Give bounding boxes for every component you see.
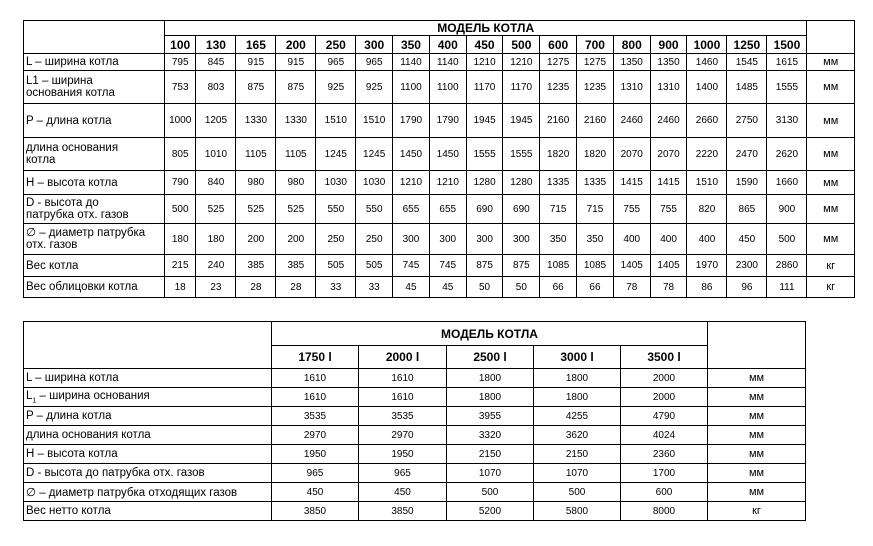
model-number: 1750 l bbox=[272, 346, 359, 369]
table-cell: 400 bbox=[687, 224, 727, 255]
table-cell: 1350 bbox=[650, 54, 687, 71]
table-cell: 1610 bbox=[359, 388, 447, 407]
table-cell: 2750 bbox=[727, 104, 767, 138]
row-label-line: длина основания bbox=[26, 142, 119, 154]
model-number: 3500 l bbox=[621, 346, 708, 369]
table-row bbox=[24, 464, 806, 483]
row-label bbox=[24, 277, 165, 298]
unit-header-cell bbox=[807, 21, 855, 54]
row-label-text: ∅ – диаметр патрубка отходящих газов bbox=[26, 487, 238, 499]
table-cell: 200 bbox=[236, 224, 276, 255]
table-cell: 2070 bbox=[650, 138, 687, 171]
unit-cell: мм bbox=[807, 54, 855, 71]
table-cell: 1400 bbox=[687, 71, 727, 104]
table-cell: 33 bbox=[356, 277, 393, 298]
table-cell: 28 bbox=[236, 277, 276, 298]
model-number: 1250 bbox=[727, 36, 767, 54]
table-cell: 28 bbox=[276, 277, 316, 298]
row-label bbox=[24, 224, 165, 255]
table-row bbox=[24, 407, 806, 426]
row-label-text: D - высота до патрубка отх. газов bbox=[26, 467, 205, 479]
table-cell: 5200 bbox=[447, 502, 534, 521]
table-cell: 1450 bbox=[429, 138, 466, 171]
table-cell: 2470 bbox=[727, 138, 767, 171]
row-label bbox=[24, 104, 165, 138]
model-number: 800 bbox=[613, 36, 650, 54]
corner-cell bbox=[24, 21, 165, 54]
table-cell: 2970 bbox=[272, 426, 359, 445]
table-cell: 790 bbox=[164, 171, 196, 195]
table-cell: 1510 bbox=[356, 104, 393, 138]
table-cell: 215 bbox=[164, 255, 196, 277]
table-cell: 1820 bbox=[577, 138, 614, 171]
table-row bbox=[24, 71, 855, 104]
table-cell: 1310 bbox=[613, 71, 650, 104]
unit-cell: мм bbox=[708, 369, 806, 388]
row-label-text: P – длина котла bbox=[26, 410, 112, 422]
model-number: 450 bbox=[466, 36, 503, 54]
table-cell: 3850 bbox=[359, 502, 447, 521]
table-cell: 2150 bbox=[534, 445, 621, 464]
table-cell: 1350 bbox=[613, 54, 650, 71]
table-cell: 1945 bbox=[503, 104, 540, 138]
table-cell: 1210 bbox=[393, 171, 430, 195]
table-cell: 875 bbox=[236, 71, 276, 104]
table-cell: 840 bbox=[196, 171, 236, 195]
table-cell: 111 bbox=[767, 277, 807, 298]
table-cell: 1280 bbox=[466, 171, 503, 195]
table-cell: 1085 bbox=[577, 255, 614, 277]
row-label-text: Вес нетто котла bbox=[26, 505, 111, 517]
table-cell: 1235 bbox=[540, 71, 577, 104]
table-cell: 1555 bbox=[466, 138, 503, 171]
table-cell: 50 bbox=[466, 277, 503, 298]
table-cell: 795 bbox=[164, 54, 196, 71]
table-cell: 1800 bbox=[447, 388, 534, 407]
table-cell: 1210 bbox=[466, 54, 503, 71]
table-cell: 2460 bbox=[650, 104, 687, 138]
table-cell: 1450 bbox=[393, 138, 430, 171]
table-cell: 450 bbox=[359, 483, 447, 502]
table-cell: 1100 bbox=[429, 71, 466, 104]
table-cell: 865 bbox=[727, 195, 767, 224]
table-cell: 1610 bbox=[272, 388, 359, 407]
table-cell: 803 bbox=[196, 71, 236, 104]
row-label-text: – ширина основания bbox=[36, 389, 150, 402]
table-cell: 300 bbox=[429, 224, 466, 255]
table-cell: 875 bbox=[466, 255, 503, 277]
table-cell: 755 bbox=[613, 195, 650, 224]
model-header: МОДЕЛЬ КОТЛА bbox=[164, 21, 807, 36]
table-cell: 1275 bbox=[540, 54, 577, 71]
row-label-text: длина основания котла bbox=[26, 429, 151, 441]
table-cell: 250 bbox=[356, 224, 393, 255]
model-number: 1500 bbox=[767, 36, 807, 54]
table-cell: 1170 bbox=[466, 71, 503, 104]
table-cell: 980 bbox=[236, 171, 276, 195]
table-cell: 1170 bbox=[503, 71, 540, 104]
table-row bbox=[24, 426, 806, 445]
table-cell: 450 bbox=[272, 483, 359, 502]
row-label bbox=[24, 483, 272, 502]
table-cell: 1950 bbox=[272, 445, 359, 464]
table-cell: 300 bbox=[503, 224, 540, 255]
unit-cell: мм bbox=[708, 445, 806, 464]
table-cell: 250 bbox=[316, 224, 356, 255]
table-cell: 1310 bbox=[650, 71, 687, 104]
table-cell: 1245 bbox=[356, 138, 393, 171]
table-cell: 1945 bbox=[466, 104, 503, 138]
row-label-line: D - высота до bbox=[26, 197, 99, 209]
table-cell: 1800 bbox=[534, 369, 621, 388]
table-cell: 1030 bbox=[316, 171, 356, 195]
table-cell: 1790 bbox=[429, 104, 466, 138]
unit-cell: мм bbox=[708, 464, 806, 483]
row-label-prefix: L bbox=[26, 389, 33, 402]
row-label bbox=[24, 388, 272, 407]
table-cell: 2860 bbox=[767, 255, 807, 277]
table-cell: 655 bbox=[393, 195, 430, 224]
table-cell: 1000 bbox=[164, 104, 196, 138]
unit-cell: мм bbox=[807, 71, 855, 104]
table-cell: 525 bbox=[276, 195, 316, 224]
table-cell: 500 bbox=[534, 483, 621, 502]
table-row bbox=[24, 388, 806, 407]
table-cell: 1405 bbox=[613, 255, 650, 277]
table-cell: 33 bbox=[316, 277, 356, 298]
table-cell: 300 bbox=[466, 224, 503, 255]
table-cell: 1590 bbox=[727, 171, 767, 195]
table-cell: 2620 bbox=[767, 138, 807, 171]
table-cell: 925 bbox=[356, 71, 393, 104]
table-row bbox=[24, 138, 855, 171]
unit-cell: мм bbox=[807, 171, 855, 195]
table-cell: 1660 bbox=[767, 171, 807, 195]
unit-cell: кг bbox=[708, 502, 806, 521]
model-number: 130 bbox=[196, 36, 236, 54]
table-cell: 2000 bbox=[621, 388, 708, 407]
model-number: 3000 l bbox=[534, 346, 621, 369]
table-cell: 3320 bbox=[447, 426, 534, 445]
table-cell: 1460 bbox=[687, 54, 727, 71]
row-label bbox=[24, 138, 165, 171]
table-cell: 1610 bbox=[272, 369, 359, 388]
table-cell: 5800 bbox=[534, 502, 621, 521]
table-cell: 1970 bbox=[687, 255, 727, 277]
unit-cell: кг bbox=[807, 255, 855, 277]
row-label bbox=[24, 54, 165, 71]
row-label-text: L – ширина котла bbox=[26, 372, 119, 384]
table-cell: 1140 bbox=[393, 54, 430, 71]
table-cell: 820 bbox=[687, 195, 727, 224]
table-cell: 1800 bbox=[534, 388, 621, 407]
table-cell: 1105 bbox=[236, 138, 276, 171]
model-header: МОДЕЛЬ КОТЛА bbox=[272, 322, 708, 346]
table-cell: 300 bbox=[393, 224, 430, 255]
table-cell: 1335 bbox=[540, 171, 577, 195]
table-cell: 1335 bbox=[577, 171, 614, 195]
model-number: 100 bbox=[164, 36, 196, 54]
row-label bbox=[24, 255, 165, 277]
table-cell: 8000 bbox=[621, 502, 708, 521]
row-label bbox=[24, 195, 165, 224]
table-cell: 1555 bbox=[767, 71, 807, 104]
model-number: 1000 bbox=[687, 36, 727, 54]
table-cell: 745 bbox=[393, 255, 430, 277]
table-cell: 240 bbox=[196, 255, 236, 277]
model-number: 2000 l bbox=[359, 346, 447, 369]
table-cell: 2660 bbox=[687, 104, 727, 138]
table-cell: 385 bbox=[236, 255, 276, 277]
row-label-line: Вес котла bbox=[26, 259, 79, 272]
table-cell: 1140 bbox=[429, 54, 466, 71]
table-cell: 350 bbox=[577, 224, 614, 255]
model-number: 2500 l bbox=[447, 346, 534, 369]
table-row bbox=[24, 277, 855, 298]
table-cell: 1105 bbox=[276, 138, 316, 171]
table-cell: 350 bbox=[540, 224, 577, 255]
table-cell: 965 bbox=[356, 54, 393, 71]
table-cell: 1330 bbox=[276, 104, 316, 138]
model-number: 165 bbox=[236, 36, 276, 54]
model-number: 250 bbox=[316, 36, 356, 54]
table-cell: 1100 bbox=[393, 71, 430, 104]
row-label bbox=[24, 464, 272, 483]
row-label bbox=[24, 426, 272, 445]
unit-cell: кг bbox=[807, 277, 855, 298]
table-cell: 180 bbox=[196, 224, 236, 255]
table-row bbox=[24, 54, 855, 71]
row-label-line: ∅ – диаметр патрубка bbox=[26, 227, 146, 239]
table-cell: 45 bbox=[429, 277, 466, 298]
table-cell: 1415 bbox=[613, 171, 650, 195]
table-cell: 1415 bbox=[650, 171, 687, 195]
table-cell: 66 bbox=[540, 277, 577, 298]
table-cell: 1235 bbox=[577, 71, 614, 104]
table-cell: 525 bbox=[196, 195, 236, 224]
table-row bbox=[24, 195, 855, 224]
table-cell: 550 bbox=[316, 195, 356, 224]
model-number: 900 bbox=[650, 36, 687, 54]
table-cell: 1210 bbox=[429, 171, 466, 195]
table-cell: 500 bbox=[164, 195, 196, 224]
unit-cell: мм bbox=[708, 483, 806, 502]
table-cell: 600 bbox=[621, 483, 708, 502]
table-cell: 965 bbox=[316, 54, 356, 71]
table-cell: 400 bbox=[650, 224, 687, 255]
table-cell: 45 bbox=[393, 277, 430, 298]
table-cell: 3535 bbox=[272, 407, 359, 426]
unit-cell: мм bbox=[708, 388, 806, 407]
unit-cell: мм bbox=[708, 426, 806, 445]
table-cell: 525 bbox=[236, 195, 276, 224]
table-cell: 3130 bbox=[767, 104, 807, 138]
table-cell: 1555 bbox=[503, 138, 540, 171]
table-cell: 1010 bbox=[196, 138, 236, 171]
table-cell: 2300 bbox=[727, 255, 767, 277]
table-cell: 875 bbox=[276, 71, 316, 104]
table-cell: 2070 bbox=[613, 138, 650, 171]
row-label bbox=[24, 445, 272, 464]
table-cell: 690 bbox=[466, 195, 503, 224]
table-cell: 3535 bbox=[359, 407, 447, 426]
table-cell: 1615 bbox=[767, 54, 807, 71]
unit-cell: мм bbox=[807, 224, 855, 255]
table-cell: 96 bbox=[727, 277, 767, 298]
table-row bbox=[24, 369, 806, 388]
table-cell: 1085 bbox=[540, 255, 577, 277]
unit-cell: мм bbox=[807, 138, 855, 171]
table-cell: 1030 bbox=[356, 171, 393, 195]
table-cell: 1545 bbox=[727, 54, 767, 71]
table-cell: 18 bbox=[164, 277, 196, 298]
table-cell: 715 bbox=[540, 195, 577, 224]
table-cell: 2160 bbox=[577, 104, 614, 138]
table2-body bbox=[24, 322, 806, 521]
boiler-specs-table-small bbox=[23, 20, 855, 298]
table-cell: 78 bbox=[613, 277, 650, 298]
row-label-text: H – высота котла bbox=[26, 448, 118, 460]
table-cell: 2160 bbox=[540, 104, 577, 138]
row-label bbox=[24, 407, 272, 426]
table-row bbox=[24, 104, 855, 138]
table-row bbox=[24, 171, 855, 195]
table-cell: 875 bbox=[503, 255, 540, 277]
table-cell: 1280 bbox=[503, 171, 540, 195]
table-cell: 915 bbox=[276, 54, 316, 71]
table-cell: 4024 bbox=[621, 426, 708, 445]
table-cell: 965 bbox=[359, 464, 447, 483]
table-cell: 1210 bbox=[503, 54, 540, 71]
table-cell: 1820 bbox=[540, 138, 577, 171]
table-cell: 4255 bbox=[534, 407, 621, 426]
table-cell: 745 bbox=[429, 255, 466, 277]
table-cell: 500 bbox=[767, 224, 807, 255]
row-label-line: основания котла bbox=[26, 87, 115, 99]
table-row bbox=[24, 483, 806, 502]
table-cell: 500 bbox=[447, 483, 534, 502]
table-cell: 845 bbox=[196, 54, 236, 71]
row-label-line: H – высота котла bbox=[26, 176, 118, 189]
table-cell: 200 bbox=[276, 224, 316, 255]
table-cell: 915 bbox=[236, 54, 276, 71]
table-cell: 2220 bbox=[687, 138, 727, 171]
table-cell: 180 bbox=[164, 224, 196, 255]
model-number: 500 bbox=[503, 36, 540, 54]
table-cell: 400 bbox=[613, 224, 650, 255]
unit-cell: мм bbox=[807, 195, 855, 224]
table-cell: 900 bbox=[767, 195, 807, 224]
row-label-line: патрубка отх. газов bbox=[26, 209, 129, 221]
model-number: 700 bbox=[577, 36, 614, 54]
table-cell: 1950 bbox=[359, 445, 447, 464]
model-number: 300 bbox=[356, 36, 393, 54]
row-label-line: L1 – ширина bbox=[26, 75, 93, 87]
corner-cell bbox=[24, 322, 272, 369]
table-cell: 3850 bbox=[272, 502, 359, 521]
table-cell: 50 bbox=[503, 277, 540, 298]
table-row bbox=[24, 224, 855, 255]
unit-header-cell bbox=[708, 322, 806, 369]
table-cell: 4790 bbox=[621, 407, 708, 426]
table-cell: 755 bbox=[650, 195, 687, 224]
table-cell: 2000 bbox=[621, 369, 708, 388]
table-cell: 1510 bbox=[687, 171, 727, 195]
table-cell: 1205 bbox=[196, 104, 236, 138]
table-cell: 1610 bbox=[359, 369, 447, 388]
table-cell: 1700 bbox=[621, 464, 708, 483]
table-cell: 78 bbox=[650, 277, 687, 298]
table-cell: 715 bbox=[577, 195, 614, 224]
unit-cell: мм bbox=[708, 407, 806, 426]
table-cell: 1070 bbox=[447, 464, 534, 483]
table-cell: 965 bbox=[272, 464, 359, 483]
table-cell: 550 bbox=[356, 195, 393, 224]
table-cell: 1510 bbox=[316, 104, 356, 138]
table-row bbox=[24, 445, 806, 464]
row-label-line: P – длина котла bbox=[26, 114, 112, 127]
table-cell: 1275 bbox=[577, 54, 614, 71]
table-cell: 505 bbox=[316, 255, 356, 277]
row-label bbox=[24, 71, 165, 104]
table-cell: 1405 bbox=[650, 255, 687, 277]
table-cell: 1070 bbox=[534, 464, 621, 483]
table-cell: 753 bbox=[164, 71, 196, 104]
row-label-line: Вес облицовки котла bbox=[26, 281, 138, 293]
row-label bbox=[24, 502, 272, 521]
table-cell: 1245 bbox=[316, 138, 356, 171]
table1-body bbox=[24, 21, 855, 298]
table-cell: 23 bbox=[196, 277, 236, 298]
table-cell: 3955 bbox=[447, 407, 534, 426]
table-cell: 805 bbox=[164, 138, 196, 171]
row-label-line: котла bbox=[26, 154, 56, 166]
table-cell: 925 bbox=[316, 71, 356, 104]
boiler-specs-table-large bbox=[23, 321, 806, 521]
table-row bbox=[24, 255, 855, 277]
table-cell: 385 bbox=[276, 255, 316, 277]
model-number: 200 bbox=[276, 36, 316, 54]
table-cell: 450 bbox=[727, 224, 767, 255]
table-cell: 1790 bbox=[393, 104, 430, 138]
row-label-line: отх. газов bbox=[26, 239, 78, 251]
unit-cell: мм bbox=[807, 104, 855, 138]
table-cell: 505 bbox=[356, 255, 393, 277]
table-cell: 2150 bbox=[447, 445, 534, 464]
table-cell: 690 bbox=[503, 195, 540, 224]
table-cell: 3620 bbox=[534, 426, 621, 445]
model-number: 400 bbox=[429, 36, 466, 54]
table-cell: 2360 bbox=[621, 445, 708, 464]
row-label bbox=[24, 369, 272, 388]
row-label bbox=[24, 171, 165, 195]
table-cell: 2970 bbox=[359, 426, 447, 445]
table-cell: 2460 bbox=[613, 104, 650, 138]
model-number: 600 bbox=[540, 36, 577, 54]
table-cell: 86 bbox=[687, 277, 727, 298]
row-label-subscript: 1 bbox=[32, 397, 37, 405]
table-cell: 980 bbox=[276, 171, 316, 195]
table-cell: 1330 bbox=[236, 104, 276, 138]
row-label-line: L – ширина котла bbox=[26, 56, 119, 68]
table-cell: 1485 bbox=[727, 71, 767, 104]
table-cell: 1800 bbox=[447, 369, 534, 388]
table-cell: 66 bbox=[577, 277, 614, 298]
table-row bbox=[24, 502, 806, 521]
model-number: 350 bbox=[393, 36, 430, 54]
table-cell: 655 bbox=[429, 195, 466, 224]
